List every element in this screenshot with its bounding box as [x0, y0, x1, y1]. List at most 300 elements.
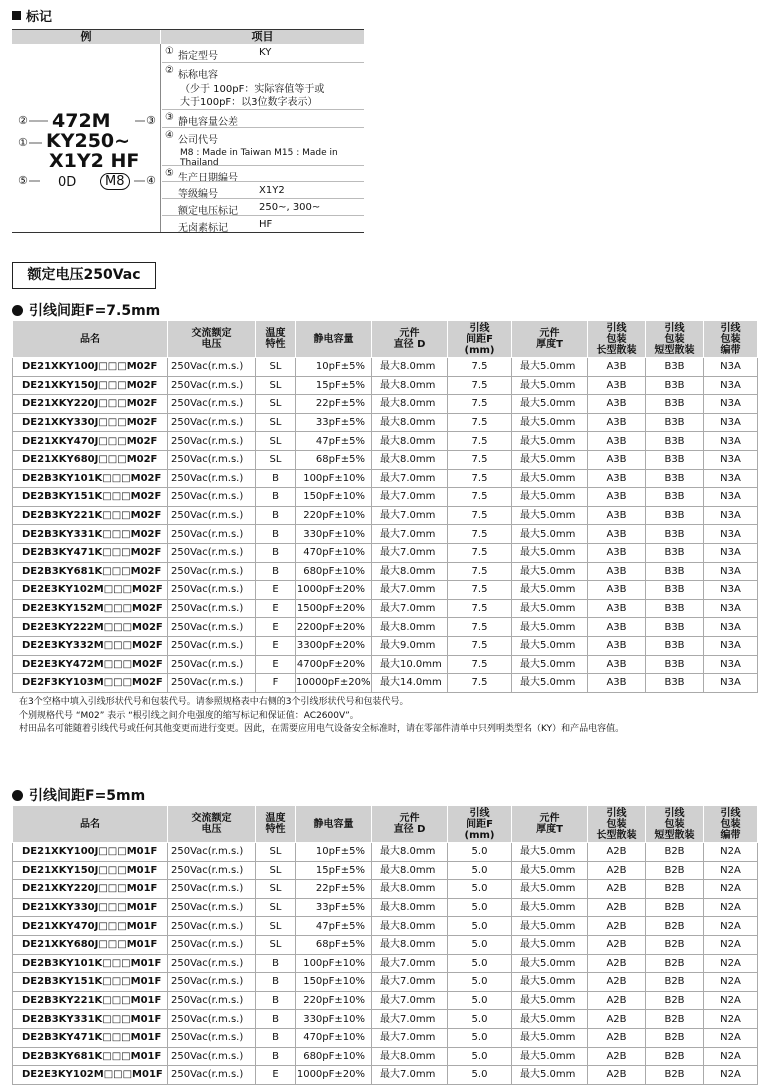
header-part: 品名 — [13, 321, 168, 358]
cell-pkg-long-bulk: A3B — [588, 525, 646, 544]
cell-lead-pitch: 7.5 — [448, 562, 512, 581]
cell-part-number: DE2B3KY101K□□□M01F — [13, 954, 168, 973]
cell-thickness: 最大5.0mm — [512, 395, 588, 414]
cell-part-number: DE2B3KY101K□□□M02F — [13, 469, 168, 488]
header-temp: 温度 特性 — [256, 321, 296, 358]
cell-part-number: DE2B3KY151K□□□M01F — [13, 973, 168, 992]
cell-thickness: 最大5.0mm — [512, 1047, 588, 1066]
cell-temp-char: SL — [256, 432, 296, 451]
cell-lead-pitch: 5.0 — [448, 1028, 512, 1047]
cell-diameter: 最大7.0mm — [372, 1028, 448, 1047]
header-thick: 元件 厚度T — [512, 321, 588, 358]
marking-row-halogen: 无卤素标记 HF — [162, 215, 364, 232]
cell-thickness: 最大5.0mm — [512, 917, 588, 936]
table-row — [13, 973, 758, 992]
cell-thickness: 最大5.0mm — [512, 506, 588, 525]
cell-part-number: DE21XKY470J□□□M01F — [13, 917, 168, 936]
section-title-7-5mm: 引线间距F=7.5mm — [12, 300, 160, 320]
cell-thickness: 最大5.0mm — [512, 618, 588, 637]
stamp-line-1: 472M — [52, 110, 111, 132]
cell-pkg-long-bulk: A2B — [588, 898, 646, 917]
cell-capacitance: 150pF±10% — [296, 488, 372, 507]
bullet-dot-icon — [12, 305, 23, 316]
cell-pkg-short-bulk: B3B — [646, 395, 704, 414]
cell-temp-char: SL — [256, 450, 296, 469]
cell-pkg-tape: N3A — [704, 636, 758, 655]
cell-thickness: 最大5.0mm — [512, 973, 588, 992]
cell-thickness: 最大5.0mm — [512, 655, 588, 674]
cell-pkg-long-bulk: A2B — [588, 1047, 646, 1066]
cell-rated-voltage: 250Vac(r.m.s.) — [168, 543, 256, 562]
cell-thickness: 最大5.0mm — [512, 880, 588, 899]
cell-part-number: DE21XKY680J□□□M02F — [13, 450, 168, 469]
cell-temp-char: SL — [256, 376, 296, 395]
cell-rated-voltage: 250Vac(r.m.s.) — [168, 562, 256, 581]
cell-part-number: DE2E3KY332M□□□M02F — [13, 636, 168, 655]
cell-rated-voltage: 250Vac(r.m.s.) — [168, 413, 256, 432]
table-row — [13, 843, 758, 862]
header-dia: 元件 直径 D — [372, 806, 448, 843]
cell-thickness: 最大5.0mm — [512, 843, 588, 862]
cell-capacitance: 470pF±10% — [296, 1028, 372, 1047]
cell-thickness: 最大5.0mm — [512, 636, 588, 655]
cell-part-number: DE2B3KY221K□□□M01F — [13, 991, 168, 1010]
cell-pkg-long-bulk: A3B — [588, 599, 646, 618]
cell-capacitance: 22pF±5% — [296, 395, 372, 414]
cell-diameter: 最大7.0mm — [372, 1066, 448, 1085]
cell-thickness: 最大5.0mm — [512, 469, 588, 488]
cell-capacitance: 330pF±10% — [296, 525, 372, 544]
table-row — [13, 636, 758, 655]
cell-capacitance: 15pF±5% — [296, 861, 372, 880]
cell-pkg-short-bulk: B2B — [646, 880, 704, 899]
cell-capacitance: 220pF±10% — [296, 991, 372, 1010]
cell-pkg-short-bulk: B3B — [646, 488, 704, 507]
cell-part-number: DE21XKY330J□□□M01F — [13, 898, 168, 917]
cell-lead-pitch: 7.5 — [448, 376, 512, 395]
cell-pkg-short-bulk: B2B — [646, 843, 704, 862]
spec-table-5mm — [12, 805, 758, 1085]
cell-temp-char: E — [256, 618, 296, 637]
cell-part-number: DE21XKY150J□□□M02F — [13, 376, 168, 395]
note-2: 个别规格代号 “M02” 表示 “根引线之间介电强度的缩写标记和保证值：AC2600V”。 — [19, 710, 359, 721]
cell-part-number: DE2B3KY151K□□□M02F — [13, 488, 168, 507]
cell-part-number: DE21XKY330J□□□M02F — [13, 413, 168, 432]
cell-rated-voltage: 250Vac(r.m.s.) — [168, 991, 256, 1010]
cell-thickness: 最大5.0mm — [512, 898, 588, 917]
cell-part-number: DE21XKY220J□□□M01F — [13, 880, 168, 899]
marking-table-header — [12, 30, 364, 44]
stamp-company-code: M8 — [100, 173, 130, 190]
cell-capacitance: 1000pF±20% — [296, 1066, 372, 1085]
cell-thickness: 最大5.0mm — [512, 525, 588, 544]
table-row — [13, 469, 758, 488]
cell-capacitance: 10pF±5% — [296, 358, 372, 377]
cell-rated-voltage: 250Vac(r.m.s.) — [168, 636, 256, 655]
cell-temp-char: E — [256, 655, 296, 674]
cell-part-number: DE2B3KY471K□□□M02F — [13, 543, 168, 562]
table-row — [13, 488, 758, 507]
section-title-5mm: 引线间距F=5mm — [12, 785, 145, 805]
cell-pkg-short-bulk: B3B — [646, 450, 704, 469]
header-voltage: 交流额定 电压 — [168, 806, 256, 843]
cell-part-number: DE2E3KY102M□□□M02F — [13, 581, 168, 600]
cell-pkg-long-bulk: A3B — [588, 506, 646, 525]
cell-diameter: 最大7.0mm — [372, 525, 448, 544]
cell-temp-char: SL — [256, 861, 296, 880]
header-temp: 温度 特性 — [256, 806, 296, 843]
cell-capacitance: 100pF±10% — [296, 954, 372, 973]
cell-temp-char: SL — [256, 917, 296, 936]
cell-lead-pitch: 7.5 — [448, 358, 512, 377]
cell-pkg-short-bulk: B3B — [646, 674, 704, 693]
header-cap: 静电容量 — [296, 806, 372, 843]
cell-pkg-long-bulk: A2B — [588, 954, 646, 973]
cell-capacitance: 68pF±5% — [296, 450, 372, 469]
cell-pkg-long-bulk: A2B — [588, 935, 646, 954]
cell-rated-voltage: 250Vac(r.m.s.) — [168, 599, 256, 618]
cell-thickness: 最大5.0mm — [512, 376, 588, 395]
cell-part-number: DE2B3KY221K□□□M02F — [13, 506, 168, 525]
cell-pkg-long-bulk: A2B — [588, 1010, 646, 1029]
cell-part-number: DE21XKY470J□□□M02F — [13, 432, 168, 451]
cell-part-number: DE2B3KY681K□□□M01F — [13, 1047, 168, 1066]
cell-capacitance: 330pF±10% — [296, 1010, 372, 1029]
cell-pkg-long-bulk: A3B — [588, 450, 646, 469]
cell-thickness: 最大5.0mm — [512, 991, 588, 1010]
cell-lead-pitch: 5.0 — [448, 1047, 512, 1066]
cell-pkg-tape: N3A — [704, 488, 758, 507]
callout-2: ② — [18, 114, 28, 127]
cell-rated-voltage: 250Vac(r.m.s.) — [168, 655, 256, 674]
cell-capacitance: 1500pF±20% — [296, 599, 372, 618]
cell-lead-pitch: 7.5 — [448, 395, 512, 414]
cell-pkg-tape: N2A — [704, 917, 758, 936]
table-row — [13, 376, 758, 395]
cell-pkg-tape: N3A — [704, 506, 758, 525]
table-row — [13, 413, 758, 432]
cell-pkg-long-bulk: A3B — [588, 618, 646, 637]
cell-pkg-short-bulk: B2B — [646, 973, 704, 992]
note-3: 村田品名可能随着引线代号或任何其他变更而进行变更。因此，在需要应用电气设备安全标准时，请在零部件清单中只列明类型名（KY）和产品电容值。 — [19, 724, 625, 734]
cell-lead-pitch: 7.5 — [448, 636, 512, 655]
table-row — [13, 1010, 758, 1029]
cell-rated-voltage: 250Vac(r.m.s.) — [168, 581, 256, 600]
cell-temp-char: B — [256, 954, 296, 973]
marking-item-3: ③ 静电容量公差 — [162, 109, 364, 128]
cell-lead-pitch: 5.0 — [448, 843, 512, 862]
cell-pkg-tape: N2A — [704, 898, 758, 917]
cell-diameter: 最大8.0mm — [372, 898, 448, 917]
cell-pkg-short-bulk: B3B — [646, 358, 704, 377]
cell-rated-voltage: 250Vac(r.m.s.) — [168, 898, 256, 917]
cell-pkg-long-bulk: A2B — [588, 1028, 646, 1047]
cell-thickness: 最大5.0mm — [512, 674, 588, 693]
cell-capacitance: 22pF±5% — [296, 880, 372, 899]
cell-pkg-tape: N3A — [704, 395, 758, 414]
cell-pkg-short-bulk: B3B — [646, 432, 704, 451]
table-row — [13, 1028, 758, 1047]
cell-pkg-long-bulk: A3B — [588, 543, 646, 562]
cell-lead-pitch: 5.0 — [448, 880, 512, 899]
cell-lead-pitch: 5.0 — [448, 954, 512, 973]
cell-diameter: 最大7.0mm — [372, 543, 448, 562]
cell-diameter: 最大7.0mm — [372, 991, 448, 1010]
cell-lead-pitch: 7.5 — [448, 469, 512, 488]
table-row — [13, 506, 758, 525]
cell-pkg-tape: N3A — [704, 432, 758, 451]
cell-temp-char: B — [256, 525, 296, 544]
cell-pkg-tape: N3A — [704, 469, 758, 488]
cell-diameter: 最大8.0mm — [372, 917, 448, 936]
cell-capacitance: 150pF±10% — [296, 973, 372, 992]
cell-lead-pitch: 5.0 — [448, 1066, 512, 1085]
cell-lead-pitch: 7.5 — [448, 506, 512, 525]
cell-rated-voltage: 250Vac(r.m.s.) — [168, 376, 256, 395]
cell-temp-char: E — [256, 1066, 296, 1085]
cell-diameter: 最大9.0mm — [372, 636, 448, 655]
cell-diameter: 最大7.0mm — [372, 581, 448, 600]
cell-part-number: DE2E3KY152M□□□M02F — [13, 599, 168, 618]
cell-capacitance: 47pF±5% — [296, 432, 372, 451]
marking-item-4: ④ 公司代号 M8 : Made in Taiwan M15 : Made in Thailand — [162, 127, 364, 166]
cell-diameter: 最大8.0mm — [372, 618, 448, 637]
cell-pkg-short-bulk: B2B — [646, 991, 704, 1010]
cell-pkg-tape: N2A — [704, 1010, 758, 1029]
table-row — [13, 450, 758, 469]
cell-pkg-tape: N3A — [704, 376, 758, 395]
cell-capacitance: 4700pF±20% — [296, 655, 372, 674]
cell-capacitance: 470pF±10% — [296, 543, 372, 562]
header-short: 引线 包装 短型散装 — [646, 806, 704, 843]
cell-pkg-tape: N2A — [704, 843, 758, 862]
cell-pkg-short-bulk: B3B — [646, 599, 704, 618]
cell-rated-voltage: 250Vac(r.m.s.) — [168, 1010, 256, 1029]
cell-part-number: DE2B3KY471K□□□M01F — [13, 1028, 168, 1047]
header-tape: 引线 包装 编带 — [704, 806, 758, 843]
cell-rated-voltage: 250Vac(r.m.s.) — [168, 973, 256, 992]
marking-item-1: ① 指定型号 KY — [165, 46, 272, 62]
cell-thickness: 最大5.0mm — [512, 861, 588, 880]
cell-lead-pitch: 5.0 — [448, 973, 512, 992]
cell-part-number: DE21XKY100J□□□M02F — [13, 358, 168, 377]
cell-thickness: 最大5.0mm — [512, 935, 588, 954]
header-long: 引线 包装 长型散装 — [588, 321, 646, 358]
cell-pkg-long-bulk: A2B — [588, 1066, 646, 1085]
cell-pkg-tape: N2A — [704, 935, 758, 954]
cell-part-number: DE2B3KY681K□□□M02F — [13, 562, 168, 581]
cell-rated-voltage: 250Vac(r.m.s.) — [168, 469, 256, 488]
cell-pkg-short-bulk: B3B — [646, 525, 704, 544]
cell-pkg-short-bulk: B3B — [646, 469, 704, 488]
cell-lead-pitch: 7.5 — [448, 655, 512, 674]
table-header-row — [13, 806, 758, 843]
cell-thickness: 最大5.0mm — [512, 432, 588, 451]
cell-pkg-tape: N3A — [704, 525, 758, 544]
cell-diameter: 最大8.0mm — [372, 861, 448, 880]
cell-pkg-tape: N2A — [704, 1066, 758, 1085]
cell-thickness: 最大5.0mm — [512, 413, 588, 432]
cell-rated-voltage: 250Vac(r.m.s.) — [168, 935, 256, 954]
cell-temp-char: B — [256, 1047, 296, 1066]
table-row — [13, 562, 758, 581]
header-thick: 元件 厚度T — [512, 806, 588, 843]
cell-pkg-tape: N3A — [704, 599, 758, 618]
cell-capacitance: 10000pF±20% — [296, 674, 372, 693]
cell-pkg-tape: N3A — [704, 413, 758, 432]
table-row — [13, 655, 758, 674]
cell-diameter: 最大8.0mm — [372, 432, 448, 451]
table-row — [13, 991, 758, 1010]
cell-pkg-tape: N3A — [704, 358, 758, 377]
cell-pkg-short-bulk: B2B — [646, 898, 704, 917]
cell-temp-char: SL — [256, 935, 296, 954]
cell-rated-voltage: 250Vac(r.m.s.) — [168, 917, 256, 936]
callout-5: ⑤ — [18, 174, 28, 187]
cell-thickness: 最大5.0mm — [512, 358, 588, 377]
cell-thickness: 最大5.0mm — [512, 599, 588, 618]
cell-pkg-long-bulk: A3B — [588, 636, 646, 655]
cell-diameter: 最大8.0mm — [372, 562, 448, 581]
marking-title: 标记 — [12, 6, 52, 25]
header-long: 引线 包装 长型散装 — [588, 806, 646, 843]
cell-temp-char: B — [256, 562, 296, 581]
cell-thickness: 最大5.0mm — [512, 488, 588, 507]
cell-lead-pitch: 5.0 — [448, 898, 512, 917]
cell-lead-pitch: 7.5 — [448, 432, 512, 451]
cell-lead-pitch: 5.0 — [448, 861, 512, 880]
cell-thickness: 最大5.0mm — [512, 562, 588, 581]
header-dia: 元件 直径 D — [372, 321, 448, 358]
cell-diameter: 最大8.0mm — [372, 413, 448, 432]
cell-temp-char: E — [256, 599, 296, 618]
cell-capacitance: 220pF±10% — [296, 506, 372, 525]
cell-pkg-long-bulk: A3B — [588, 562, 646, 581]
cell-thickness: 最大5.0mm — [512, 543, 588, 562]
table-row — [13, 917, 758, 936]
cell-pkg-tape: N2A — [704, 861, 758, 880]
cell-thickness: 最大5.0mm — [512, 1010, 588, 1029]
cell-part-number: DE2F3KY103M□□□M02F — [13, 674, 168, 693]
cell-lead-pitch: 7.5 — [448, 599, 512, 618]
table-row — [13, 898, 758, 917]
cell-pkg-short-bulk: B3B — [646, 562, 704, 581]
header-pitch: 引线 间距F (mm) — [448, 321, 512, 358]
cell-pkg-long-bulk: A3B — [588, 432, 646, 451]
cell-pkg-short-bulk: B3B — [646, 618, 704, 637]
cell-diameter: 最大7.0mm — [372, 599, 448, 618]
cell-part-number: DE21XKY220J□□□M02F — [13, 395, 168, 414]
cell-pkg-short-bulk: B3B — [646, 543, 704, 562]
table-row — [13, 599, 758, 618]
cell-pkg-long-bulk: A2B — [588, 843, 646, 862]
cell-diameter: 最大7.0mm — [372, 973, 448, 992]
table-row — [13, 880, 758, 899]
cell-capacitance: 15pF±5% — [296, 376, 372, 395]
cell-diameter: 最大10.0mm — [372, 655, 448, 674]
cell-rated-voltage: 250Vac(r.m.s.) — [168, 674, 256, 693]
header-pitch: 引线 间距F (mm) — [448, 806, 512, 843]
cell-temp-char: SL — [256, 880, 296, 899]
cell-pkg-short-bulk: B2B — [646, 954, 704, 973]
cell-capacitance: 47pF±5% — [296, 917, 372, 936]
cell-pkg-long-bulk: A3B — [588, 413, 646, 432]
cell-pkg-tape: N2A — [704, 1028, 758, 1047]
bullet-dot-icon — [12, 790, 23, 801]
table-row — [13, 861, 758, 880]
cell-capacitance: 68pF±5% — [296, 935, 372, 954]
cell-rated-voltage: 250Vac(r.m.s.) — [168, 1066, 256, 1085]
cell-part-number: DE2B3KY331K□□□M02F — [13, 525, 168, 544]
table-row — [13, 1047, 758, 1066]
table-row — [13, 1066, 758, 1085]
cell-rated-voltage: 250Vac(r.m.s.) — [168, 1047, 256, 1066]
cell-pkg-short-bulk: B2B — [646, 1047, 704, 1066]
cell-pkg-long-bulk: A3B — [588, 395, 646, 414]
cell-pkg-short-bulk: B2B — [646, 917, 704, 936]
table-row — [13, 935, 758, 954]
cell-pkg-tape: N3A — [704, 450, 758, 469]
header-cap: 静电容量 — [296, 321, 372, 358]
col-item: 项目 — [251, 30, 274, 43]
cell-pkg-long-bulk: A2B — [588, 991, 646, 1010]
cell-pkg-long-bulk: A2B — [588, 880, 646, 899]
cell-pkg-short-bulk: B3B — [646, 413, 704, 432]
cell-diameter: 最大7.0mm — [372, 488, 448, 507]
table-row — [13, 581, 758, 600]
cell-temp-char: B — [256, 1010, 296, 1029]
cell-rated-voltage: 250Vac(r.m.s.) — [168, 488, 256, 507]
cell-rated-voltage: 250Vac(r.m.s.) — [168, 861, 256, 880]
cell-thickness: 最大5.0mm — [512, 1028, 588, 1047]
table-row — [13, 954, 758, 973]
callout-3: ③ — [146, 114, 156, 127]
cell-diameter: 最大7.0mm — [372, 469, 448, 488]
cell-rated-voltage: 250Vac(r.m.s.) — [168, 395, 256, 414]
header-tape: 引线 包装 编带 — [704, 321, 758, 358]
cell-capacitance: 2200pF±20% — [296, 618, 372, 637]
cell-pkg-long-bulk: A3B — [588, 655, 646, 674]
cell-lead-pitch: 7.5 — [448, 488, 512, 507]
cell-lead-pitch: 5.0 — [448, 991, 512, 1010]
cell-pkg-long-bulk: A2B — [588, 973, 646, 992]
cell-pkg-short-bulk: B3B — [646, 581, 704, 600]
cell-thickness: 最大5.0mm — [512, 954, 588, 973]
cell-pkg-long-bulk: A3B — [588, 358, 646, 377]
cell-rated-voltage: 250Vac(r.m.s.) — [168, 843, 256, 862]
marking-row-voltage: 额定电压标记 250~, 300~ — [162, 198, 364, 216]
cell-rated-voltage: 250Vac(r.m.s.) — [168, 525, 256, 544]
spec-table-7-5mm — [12, 320, 758, 693]
cell-diameter: 最大8.0mm — [372, 358, 448, 377]
table-header-row — [13, 321, 758, 358]
cell-pkg-short-bulk: B2B — [646, 935, 704, 954]
cell-temp-char: SL — [256, 413, 296, 432]
header-voltage: 交流额定 电压 — [168, 321, 256, 358]
cell-rated-voltage: 250Vac(r.m.s.) — [168, 954, 256, 973]
cell-diameter: 最大14.0mm — [372, 674, 448, 693]
cell-capacitance: 680pF±10% — [296, 562, 372, 581]
cell-part-number: DE21XKY150J□□□M01F — [13, 861, 168, 880]
cell-pkg-long-bulk: A3B — [588, 674, 646, 693]
table-row — [13, 432, 758, 451]
cell-capacitance: 100pF±10% — [296, 469, 372, 488]
cell-part-number: DE2E3KY102M□□□M01F — [13, 1066, 168, 1085]
cell-capacitance: 1000pF±20% — [296, 581, 372, 600]
cell-diameter: 最大7.0mm — [372, 506, 448, 525]
cell-rated-voltage: 250Vac(r.m.s.) — [168, 506, 256, 525]
cell-thickness: 最大5.0mm — [512, 450, 588, 469]
